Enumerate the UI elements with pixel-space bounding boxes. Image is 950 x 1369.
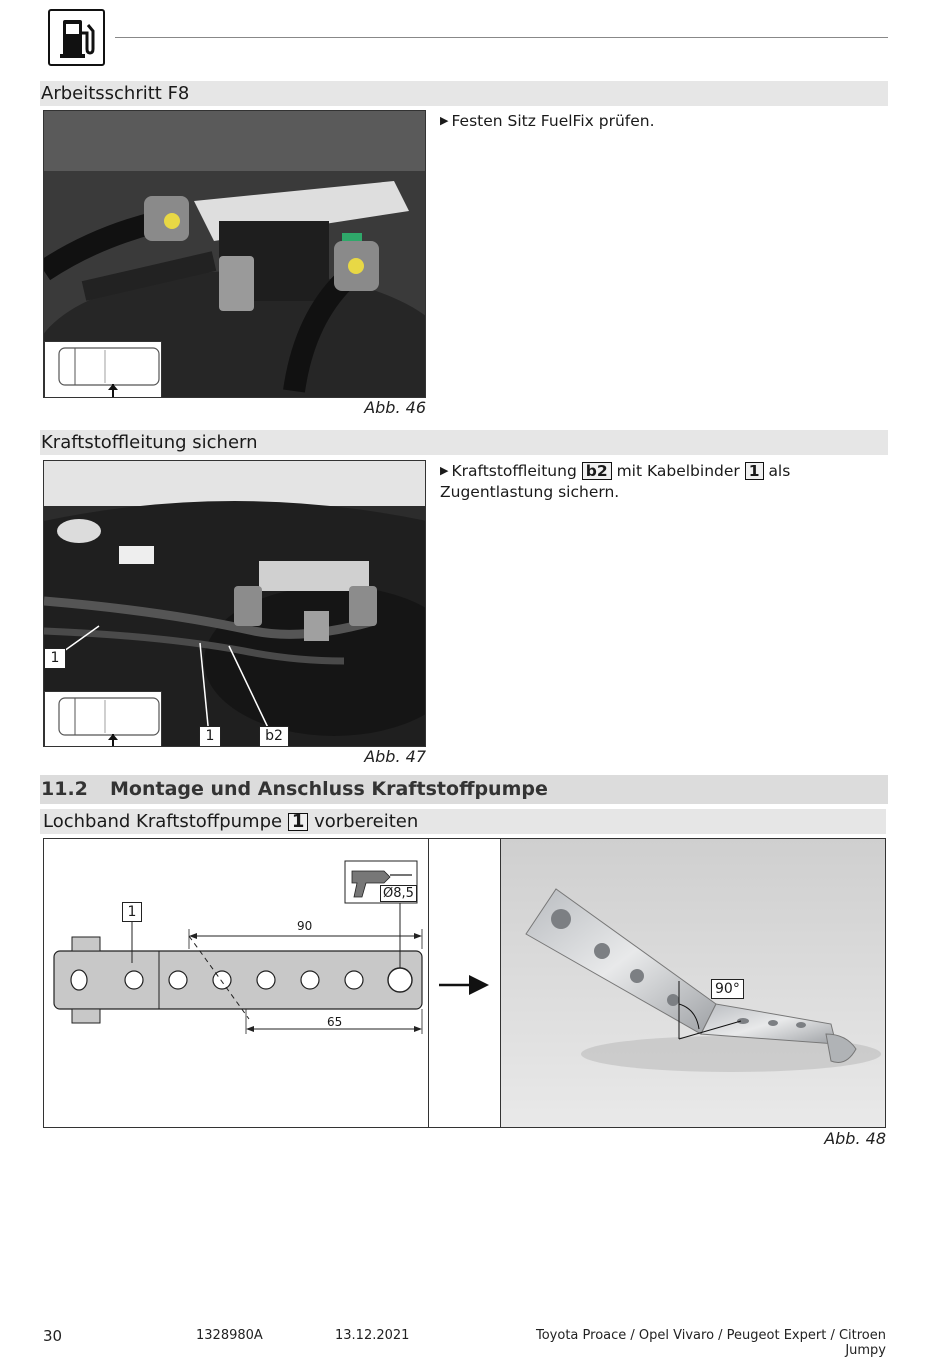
chapter-heading xyxy=(40,775,888,804)
photo-fuelfix-connectors xyxy=(43,110,426,398)
instruction-text-mid: mit Kabelbinder xyxy=(616,462,740,480)
section-title-fuel-line: Kraftstoffleitung sichern xyxy=(40,430,888,455)
doc-number: 1328980A xyxy=(196,1328,263,1343)
ref-1: 1 xyxy=(745,462,764,480)
caption-abb-46: Abb. 46 xyxy=(364,398,426,417)
ref-b2: b2 xyxy=(582,462,612,480)
section-title-strap xyxy=(40,809,886,834)
chapter-title: Montage und Anschluss Kraftstoffpumpe xyxy=(110,778,548,800)
callout-cable-tie-1: 1 xyxy=(44,648,66,669)
strap-title-pre: Lochband Kraftstoffpumpe xyxy=(43,811,283,832)
instruction-check-fuelfix xyxy=(440,110,880,132)
chapter-number: 11.2 xyxy=(41,778,88,800)
callout-strap-1: 1 xyxy=(122,902,142,922)
caption-abb-47: Abb. 47 xyxy=(364,747,426,766)
strap-drilling-diagram xyxy=(44,839,429,1129)
vehicle-position-diagram-2 xyxy=(44,691,162,747)
fuel-pump-icon xyxy=(48,9,105,66)
vehicle-position-diagram xyxy=(44,341,162,398)
strap-title-post: vorbereiten xyxy=(314,811,419,832)
figure-48 xyxy=(43,838,886,1128)
instruction-text-post: als Zugentlastung sichern. xyxy=(440,462,791,501)
bullet-arrow-icon: ▶ xyxy=(440,114,449,127)
callout-cable-tie-1b: 1 xyxy=(199,726,221,747)
drill-size-label: Ø8,5 xyxy=(380,885,417,902)
instruction-text-pre: Kraftstoffleitung xyxy=(451,462,577,480)
dimension-90: 90 xyxy=(297,919,313,933)
dimension-65: 65 xyxy=(327,1015,343,1029)
vehicle-list: Toyota Proace / Opel Vivaro / Peugeot Expert / Citroen Jumpy xyxy=(536,1328,886,1358)
doc-date: 13.12.2021 xyxy=(335,1328,410,1343)
arrow-right-icon xyxy=(429,839,500,1129)
bullet-arrow-icon-2: ▶ xyxy=(440,464,449,477)
section-title-step-f8: Arbeitsschritt F8 xyxy=(40,81,888,106)
instruction-secure-fuel-line xyxy=(440,460,880,503)
angle-label: 90° xyxy=(711,979,744,999)
header-rule xyxy=(115,37,888,38)
photo-fuel-line-cable-tie xyxy=(43,460,426,747)
photo-bent-strap xyxy=(500,839,885,1127)
instruction-text: Festen Sitz FuelFix prüfen. xyxy=(451,112,655,130)
page-number: 30 xyxy=(43,1327,63,1345)
ref-strap-1: 1 xyxy=(288,813,309,831)
callout-fuel-line-b2: b2 xyxy=(259,726,289,747)
caption-abb-48: Abb. 48 xyxy=(824,1129,886,1148)
